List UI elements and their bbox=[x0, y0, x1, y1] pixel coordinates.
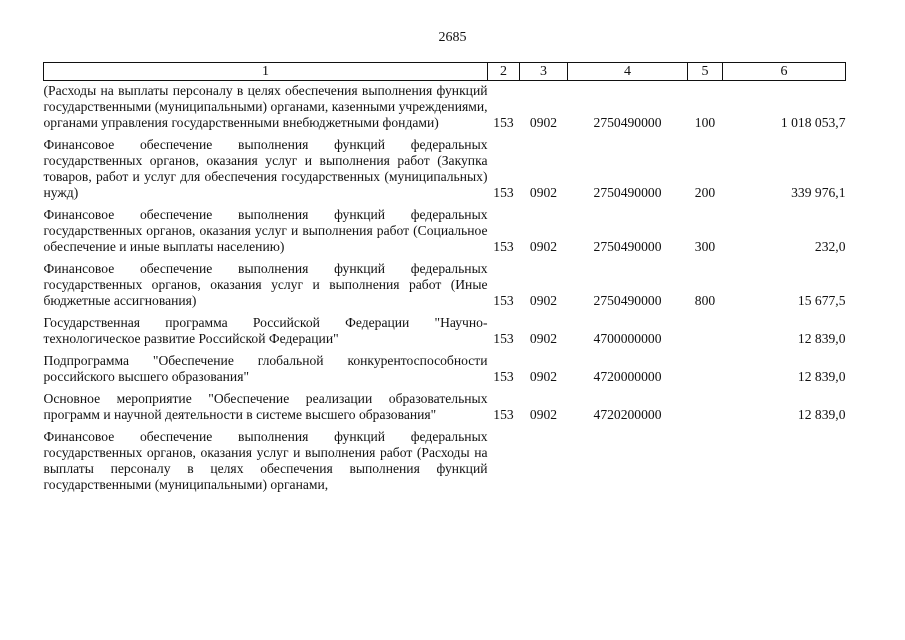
row-ministry: 153 bbox=[493, 407, 514, 422]
column-header-amount: 6 bbox=[723, 63, 846, 81]
row-ministry: 153 bbox=[493, 185, 514, 200]
row-section: 0902 bbox=[529, 293, 558, 308]
row-name: Финансовое обеспечение выполнения функций федеральных государственных органов, оказания услуг и выполнения работ (Иные бюджетные ассигнования) bbox=[43, 261, 488, 308]
row-target: 2750490000 bbox=[593, 239, 662, 254]
row-target: 4720000000 bbox=[593, 369, 662, 384]
row-ministry: 153 bbox=[493, 239, 514, 254]
row-section: 0902 bbox=[529, 239, 558, 254]
table-row bbox=[44, 81, 846, 132]
row-amount: 1 018 053,7 bbox=[780, 115, 846, 130]
row-amount: 12 839,0 bbox=[797, 331, 846, 346]
row-name: Финансовое обеспечение выполнения функций федеральных государственных органов, оказания услуг и выполнения работ (Закупка товаров, работ и услуг для обеспечения государственных (муниципальных) нужд) bbox=[43, 137, 488, 200]
table-row bbox=[44, 309, 846, 347]
column-header-expense-type: 5 bbox=[688, 63, 723, 81]
row-target: 4720200000 bbox=[593, 407, 662, 422]
row-name: Государственная программа Российской Федерации "Научно-технологическое развитие Российской Федерации" bbox=[43, 315, 488, 346]
row-expense-type: 800 bbox=[694, 293, 716, 308]
row-section: 0902 bbox=[529, 185, 558, 200]
row-ministry: 153 bbox=[493, 115, 514, 130]
row-section: 0902 bbox=[529, 331, 558, 346]
row-expense-type bbox=[688, 347, 723, 385]
row-amount: 15 677,5 bbox=[797, 293, 846, 308]
row-amount: 12 839,0 bbox=[797, 369, 846, 384]
row-expense-type bbox=[688, 309, 723, 347]
row-ministry bbox=[488, 423, 520, 493]
row-target: 4700000000 bbox=[593, 331, 662, 346]
table-row bbox=[44, 423, 846, 493]
row-expense-type bbox=[688, 385, 723, 423]
row-target: 2750490000 bbox=[593, 293, 662, 308]
budget-table bbox=[43, 62, 846, 493]
row-expense-type: 100 bbox=[694, 115, 716, 130]
row-target: 2750490000 bbox=[593, 115, 662, 130]
table-row bbox=[44, 347, 846, 385]
row-ministry: 153 bbox=[493, 293, 514, 308]
column-header-section: 3 bbox=[520, 63, 568, 81]
row-expense-type bbox=[688, 423, 723, 493]
row-section: 0902 bbox=[529, 369, 558, 384]
row-target bbox=[568, 423, 688, 493]
row-ministry: 153 bbox=[493, 331, 514, 346]
row-amount bbox=[723, 423, 846, 493]
column-header-target: 4 bbox=[568, 63, 688, 81]
row-amount: 12 839,0 bbox=[797, 407, 846, 422]
column-header-ministry: 2 bbox=[488, 63, 520, 81]
page-number: 2685 bbox=[438, 30, 467, 45]
row-name: Финансовое обеспечение выполнения функций федеральных государственных органов, оказания услуг и выполнения работ (Социальное обеспечение и иные выплаты населению) bbox=[43, 207, 488, 254]
row-ministry: 153 bbox=[493, 369, 514, 384]
table-header-row bbox=[44, 63, 846, 81]
row-name: Основное мероприятие "Обеспечение реализации образовательных программ и научной деятельности в системе высшего образования" bbox=[43, 391, 488, 422]
row-section bbox=[520, 423, 568, 493]
row-section: 0902 bbox=[529, 115, 558, 130]
row-expense-type: 200 bbox=[694, 185, 716, 200]
row-amount: 339 976,1 bbox=[791, 185, 846, 200]
row-amount: 232,0 bbox=[814, 239, 846, 254]
row-expense-type: 300 bbox=[694, 239, 716, 254]
table-row bbox=[44, 255, 846, 309]
table-row bbox=[44, 201, 846, 255]
row-section: 0902 bbox=[529, 407, 558, 422]
row-name: Финансовое обеспечение выполнения функций федеральных государственных органов, оказания услуг и выполнения работ (Расходы на выплаты персоналу в целях обеспечения выполнения функций государственными (муниципальными) органами, bbox=[43, 429, 488, 492]
table-row bbox=[44, 131, 846, 201]
table-row bbox=[44, 385, 846, 423]
column-header-name: 1 bbox=[44, 63, 488, 81]
row-target: 2750490000 bbox=[593, 185, 662, 200]
row-name: (Расходы на выплаты персоналу в целях обеспечения выполнения функций государственными (муниципальными) органами, казенными учреждениями, органами управления государственными внебюджетными фондами) bbox=[43, 83, 488, 130]
row-name: Подпрограмма "Обеспечение глобальной конкурентоспособности российского высшего образования" bbox=[43, 353, 488, 384]
